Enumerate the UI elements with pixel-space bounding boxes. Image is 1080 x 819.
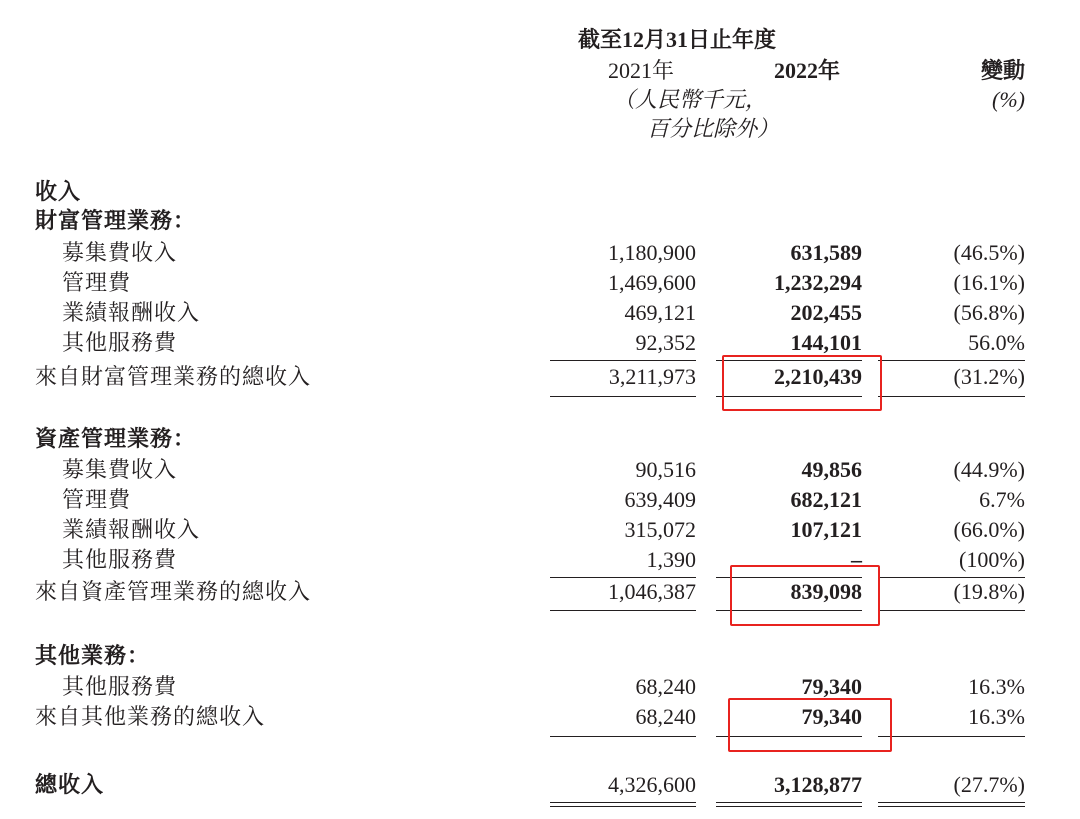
value-2021: 1,469,600: [608, 270, 696, 295]
total-label: 來自其他業務的總收入: [35, 704, 266, 729]
total-2021: 68,240: [635, 704, 696, 729]
col-2022-header: 2022年: [774, 58, 841, 83]
row-label: 業績報酬收入: [62, 300, 201, 325]
grand-total-2021: 4,326,600: [608, 772, 696, 797]
total-2022: 2,210,439: [774, 364, 862, 389]
total-2021: 1,046,387: [608, 579, 696, 604]
total-change: 16.3%: [968, 704, 1025, 729]
total-2022: 79,340: [801, 704, 862, 729]
value-2021: 315,072: [624, 517, 696, 542]
row-label: 募集費收入: [62, 457, 178, 482]
value-2022: 1,232,294: [774, 270, 862, 295]
highlight-box: [722, 355, 882, 411]
value-2022: 79,340: [801, 674, 862, 699]
total-rule: [878, 396, 1025, 397]
highlight-box: [728, 698, 892, 752]
value-change: (44.9%): [953, 457, 1025, 482]
value-2021: 92,352: [635, 330, 696, 355]
total-rule: [878, 736, 1025, 737]
row-label: 其他服務費: [62, 330, 178, 355]
row-label: 業績報酬收入: [62, 517, 201, 542]
revenue-heading: 收入: [35, 179, 82, 204]
total-rule: [550, 396, 696, 397]
grand-total-change: (27.7%): [953, 772, 1025, 797]
value-2022: 202,455: [790, 300, 862, 325]
section-title-other: 其他業務：: [35, 643, 151, 668]
value-2022: –: [851, 547, 862, 572]
subtotal-rule: [550, 577, 696, 578]
value-change: (100%): [959, 547, 1025, 572]
subtotal-rule: [878, 577, 1025, 578]
double-rule: [716, 802, 862, 807]
value-change: 6.7%: [979, 487, 1025, 512]
row-label: 管理費: [62, 487, 132, 512]
double-rule: [550, 802, 696, 807]
subtotal-rule: [878, 360, 1025, 361]
value-2022: 49,856: [801, 457, 862, 482]
total-2022: 839,098: [790, 579, 862, 604]
value-change: (16.1%): [953, 270, 1025, 295]
value-2021: 1,390: [646, 547, 696, 572]
value-change: (66.0%): [953, 517, 1025, 542]
unit-note-line2: 百分比除外）: [647, 116, 780, 141]
col-change-header: 變動: [980, 58, 1025, 83]
total-rule: [550, 736, 696, 737]
value-change: 56.0%: [968, 330, 1025, 355]
value-2022: 631,589: [790, 240, 862, 265]
value-change: (56.8%): [953, 300, 1025, 325]
value-2021: 1,180,900: [608, 240, 696, 265]
unit-note-line1: （人民幣千元，: [613, 87, 768, 112]
value-2021: 90,516: [635, 457, 696, 482]
total-label: 來自資產管理業務的總收入: [35, 579, 312, 604]
section-title-wealth: 財富管理業務：: [35, 208, 197, 233]
total-change: (19.8%): [953, 579, 1025, 604]
change-unit-note: (%): [992, 87, 1025, 112]
row-label: 其他服務費: [62, 547, 178, 572]
value-2022: 682,121: [790, 487, 862, 512]
value-change: 16.3%: [968, 674, 1025, 699]
total-rule: [878, 610, 1025, 611]
subtotal-rule: [550, 360, 696, 361]
row-label: 募集費收入: [62, 240, 178, 265]
value-2021: 68,240: [635, 674, 696, 699]
period-header: 截至12月31日止年度: [578, 27, 777, 52]
grand-total-2022: 3,128,877: [774, 772, 862, 797]
total-label: 來自財富管理業務的總收入: [35, 364, 312, 389]
highlight-box: [730, 565, 880, 626]
col-2021-header: 2021年: [608, 58, 675, 83]
row-label: 其他服務費: [62, 674, 178, 699]
grand-total-label: 總收入: [35, 772, 105, 797]
value-2022: 144,101: [790, 330, 862, 355]
value-2021: 639,409: [624, 487, 696, 512]
value-change: (46.5%): [953, 240, 1025, 265]
total-change: (31.2%): [953, 364, 1025, 389]
value-2021: 469,121: [624, 300, 696, 325]
section-title-asset: 資產管理業務：: [35, 426, 197, 451]
total-2021: 3,211,973: [608, 364, 696, 389]
total-rule: [550, 610, 696, 611]
value-2022: 107,121: [790, 517, 862, 542]
double-rule: [878, 802, 1025, 807]
row-label: 管理費: [62, 270, 132, 295]
